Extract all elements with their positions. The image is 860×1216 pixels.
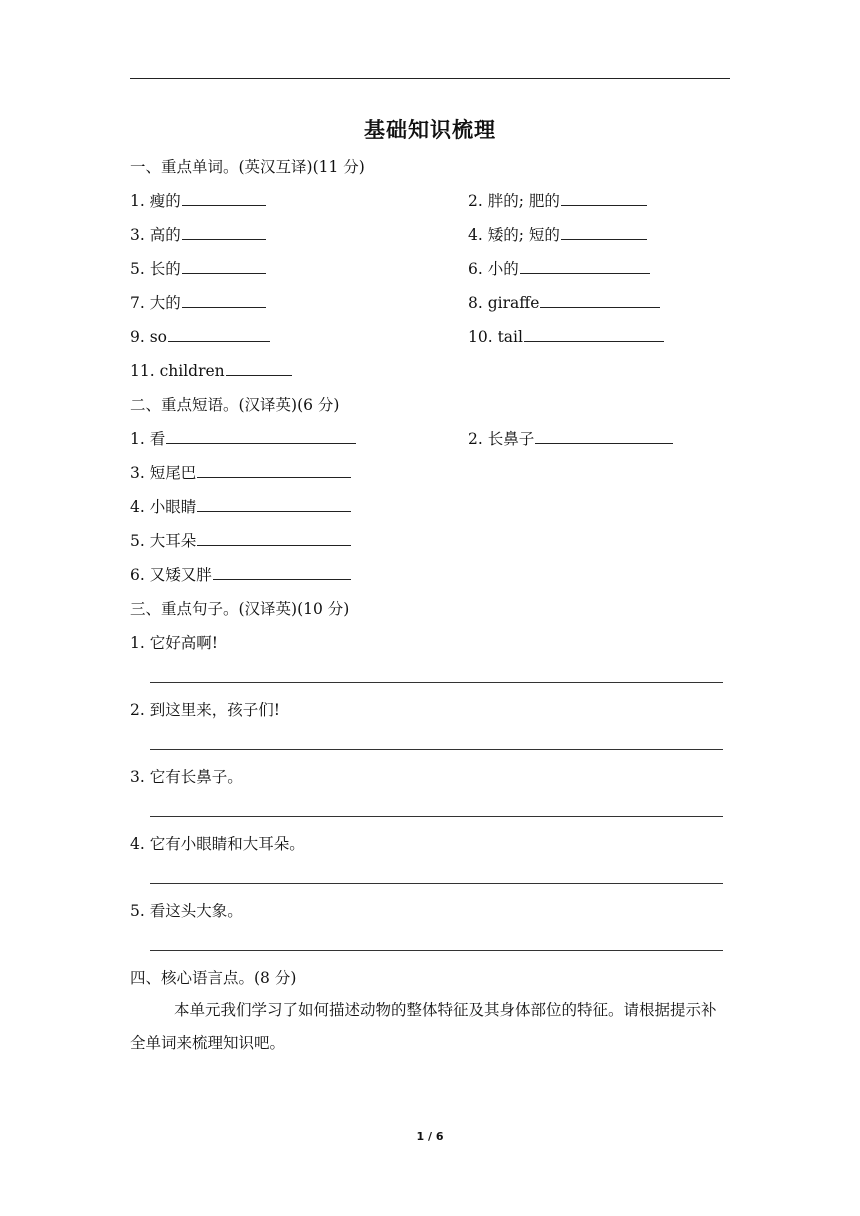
vocab-label: 2. 胖的; 肥的 <box>468 192 560 210</box>
phrase-item-2 <box>468 429 673 449</box>
answer-blank[interactable] <box>197 498 351 512</box>
sentence-prompt-5: 5. 看这头大象。 <box>130 902 243 920</box>
phrase-item-5 <box>130 531 351 551</box>
answer-blank[interactable] <box>561 226 647 240</box>
vocab-label: 9. so <box>130 328 168 346</box>
vocab-label: 3. 高的 <box>130 226 181 244</box>
vocab-item-2 <box>468 191 647 211</box>
phrase-label: 5. 大耳朵 <box>130 532 197 550</box>
answer-blank[interactable] <box>540 294 660 308</box>
vocab-label: 8. giraffe <box>468 294 540 312</box>
answer-line[interactable] <box>150 749 723 750</box>
phrase-item-3 <box>130 463 351 483</box>
vocab-item-5 <box>130 259 266 279</box>
answer-blank[interactable] <box>182 260 266 274</box>
vocab-label: 7. 大的 <box>130 294 181 312</box>
vocab-label: 11. children <box>130 362 225 380</box>
answer-line[interactable] <box>150 883 723 884</box>
vocab-label: 10. tail <box>468 328 523 346</box>
phrase-label: 3. 短尾巴 <box>130 464 197 482</box>
phrase-label: 4. 小眼睛 <box>130 498 197 516</box>
vocab-item-8 <box>468 293 660 313</box>
phrase-item-4 <box>130 497 351 517</box>
top-rule <box>130 78 730 79</box>
vocab-label: 4. 矮的; 短的 <box>468 226 560 244</box>
answer-blank[interactable] <box>182 192 266 206</box>
section2-heading: 二、重点短语。(汉译英)(6 分) <box>130 396 340 414</box>
answer-line[interactable] <box>150 682 723 683</box>
vocab-label: 5. 长的 <box>130 260 181 278</box>
answer-blank[interactable] <box>520 260 650 274</box>
sentence-prompt-4: 4. 它有小眼睛和大耳朵。 <box>130 835 305 853</box>
vocab-item-1 <box>130 191 266 211</box>
section3-heading: 三、重点句子。(汉译英)(10 分) <box>130 600 350 618</box>
sentence-prompt-2: 2. 到这里来，孩子们! <box>130 701 280 719</box>
answer-blank[interactable] <box>524 328 664 342</box>
answer-blank[interactable] <box>168 328 270 342</box>
vocab-item-9 <box>130 327 270 347</box>
answer-blank[interactable] <box>197 464 351 478</box>
page-title: 基础知识梳理 <box>364 118 496 142</box>
answer-blank[interactable] <box>535 430 673 444</box>
phrase-label: 6. 又矮又胖 <box>130 566 212 584</box>
vocab-label: 1. 瘦的 <box>130 192 181 210</box>
answer-line[interactable] <box>150 950 723 951</box>
answer-blank[interactable] <box>213 566 351 580</box>
sentence-prompt-1: 1. 它好高啊! <box>130 634 218 652</box>
vocab-item-4 <box>468 225 647 245</box>
sentence-prompt-3: 3. 它有长鼻子。 <box>130 768 243 786</box>
answer-blank[interactable] <box>226 362 292 376</box>
answer-blank[interactable] <box>197 532 351 546</box>
section4-heading: 四、核心语言点。(8 分) <box>130 969 297 987</box>
vocab-item-6 <box>468 259 650 279</box>
vocab-item-3 <box>130 225 266 245</box>
vocab-item-10 <box>468 327 664 347</box>
vocab-label: 6. 小的 <box>468 260 519 278</box>
answer-blank[interactable] <box>182 226 266 240</box>
vocab-item-7 <box>130 293 266 313</box>
page-number: 1 / 6 <box>416 1130 444 1143</box>
answer-blank[interactable] <box>166 430 356 444</box>
phrase-item-1 <box>130 429 356 449</box>
answer-line[interactable] <box>150 816 723 817</box>
section1-heading: 一、重点单词。(英汉互译)(11 分) <box>130 158 365 176</box>
vocab-item-11 <box>130 361 292 381</box>
phrase-label: 1. 看 <box>130 430 166 448</box>
section4-paragraph: 本单元我们学习了如何描述动物的整体特征及其身体部位的特征。请根据提示补全单词来梳理知识吧。 <box>130 1001 717 1052</box>
phrase-label: 2. 长鼻子 <box>468 430 535 448</box>
phrase-item-6 <box>130 565 351 585</box>
answer-blank[interactable] <box>182 294 266 308</box>
answer-blank[interactable] <box>561 192 647 206</box>
